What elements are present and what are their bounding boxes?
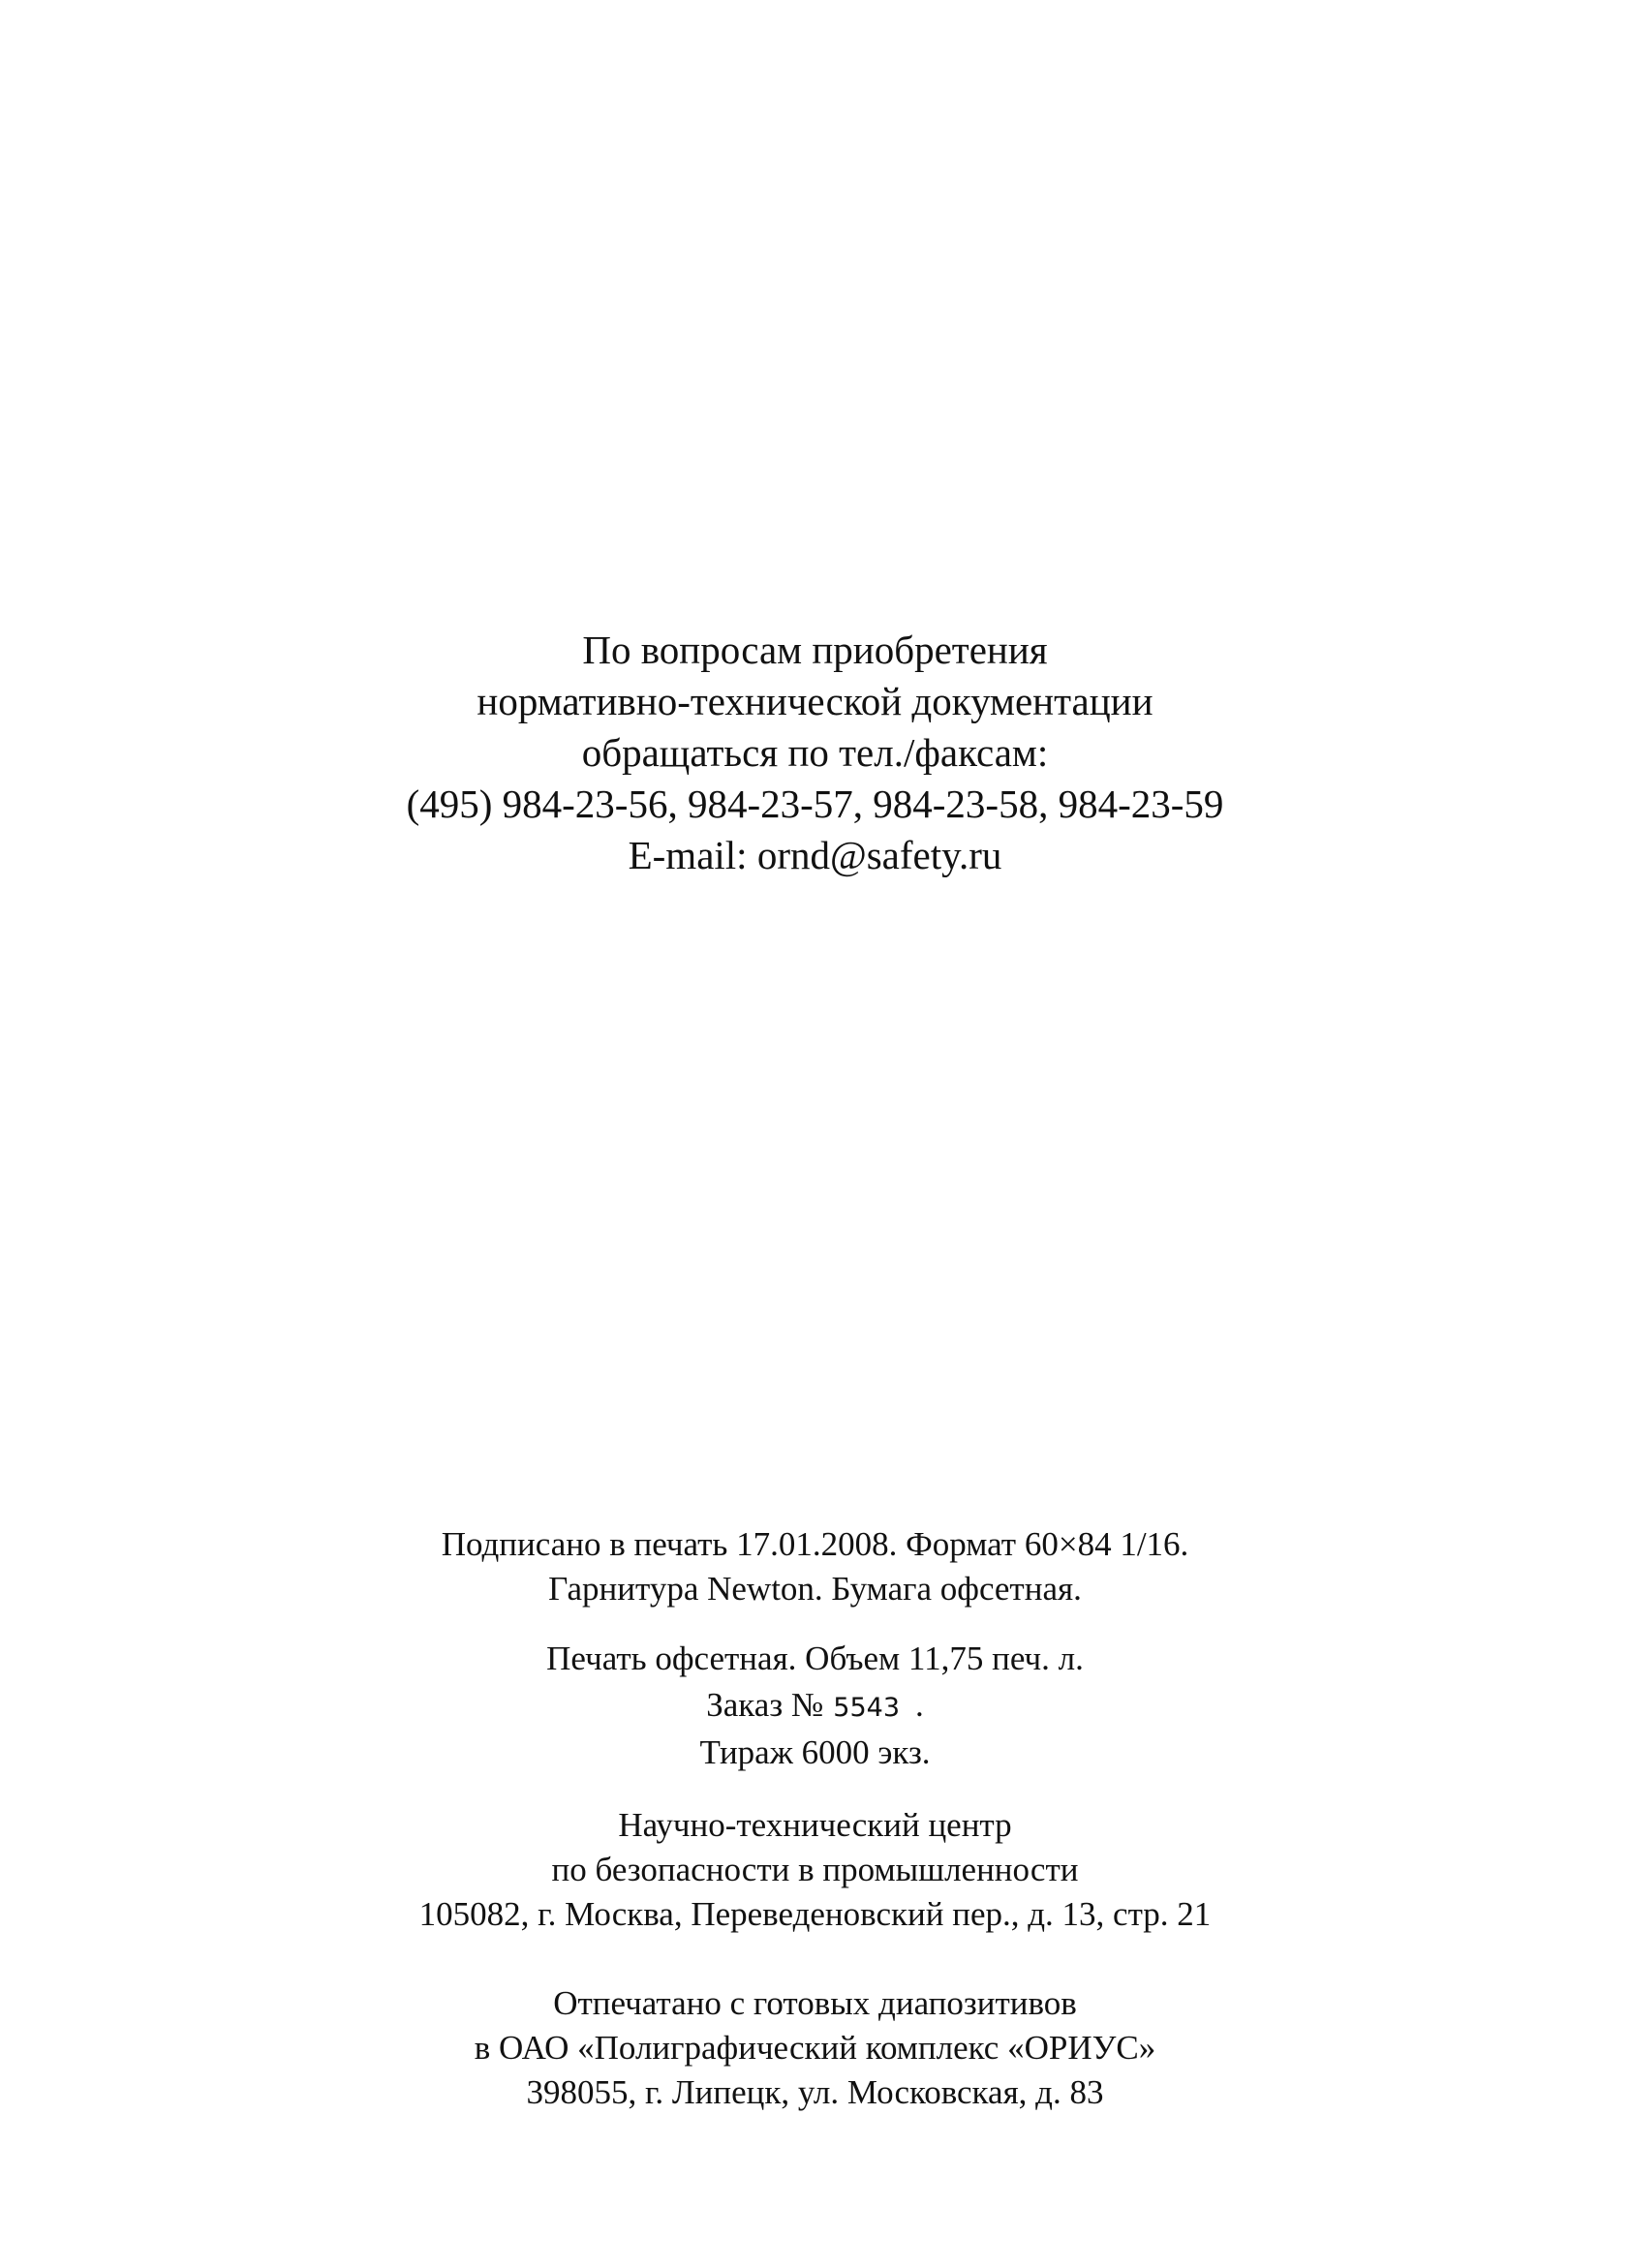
contact-line-1: По вопросам приобретения [582, 628, 1048, 672]
printer-line-1: Отпечатано с готовых диапозитивов [553, 1984, 1077, 2022]
printer-address: 398055, г. Липецк, ул. Московская, д. 83 [526, 2073, 1104, 2111]
order-suffix: . [915, 1686, 924, 1724]
publisher-line-2: по безопасности в промышленности [551, 1851, 1079, 1888]
order-number: 5543 [833, 1693, 901, 1723]
imprint-print-block [0, 1637, 1630, 1681]
contact-email: E-mail: ornd@safety.ru [628, 833, 1002, 877]
publisher-block [0, 1803, 1630, 1937]
purchase-contact-block [0, 625, 1630, 881]
imprint-signed-block [0, 1522, 1630, 1611]
imprint-print-line: Печать офсетная. Объем 11,75 печ. л. [546, 1640, 1084, 1677]
publisher-address: 105082, г. Москва, Переведеновский пер., д. 13, стр. 21 [418, 1895, 1212, 1933]
imprint-order-line [0, 1683, 1630, 1731]
order-label: Заказ № [706, 1686, 824, 1724]
contact-phones: (495) 984-23-56, 984-23-57, 984-23-58, 984-23-59 [406, 782, 1224, 826]
publisher-line-1: Научно-технический центр [618, 1806, 1012, 1844]
contact-line-2: нормативно-технической документации [477, 679, 1153, 723]
contact-line-3: обращаться по тел./факсам: [581, 730, 1049, 775]
printer-line-2: в ОАО «Полиграфический комплекс «ОРИУС» [474, 2029, 1156, 2067]
imprint-signed-line: Подписано в печать 17.01.2008. Формат 60×84 1/16. [441, 1525, 1189, 1563]
imprint-order-block [0, 1683, 1630, 1775]
imprint-circulation-line: Тираж 6000 экз. [699, 1733, 931, 1771]
imprint-typeface-line: Гарнитура Newton. Бумага офсетная. [548, 1570, 1082, 1608]
printer-block [0, 1981, 1630, 2115]
